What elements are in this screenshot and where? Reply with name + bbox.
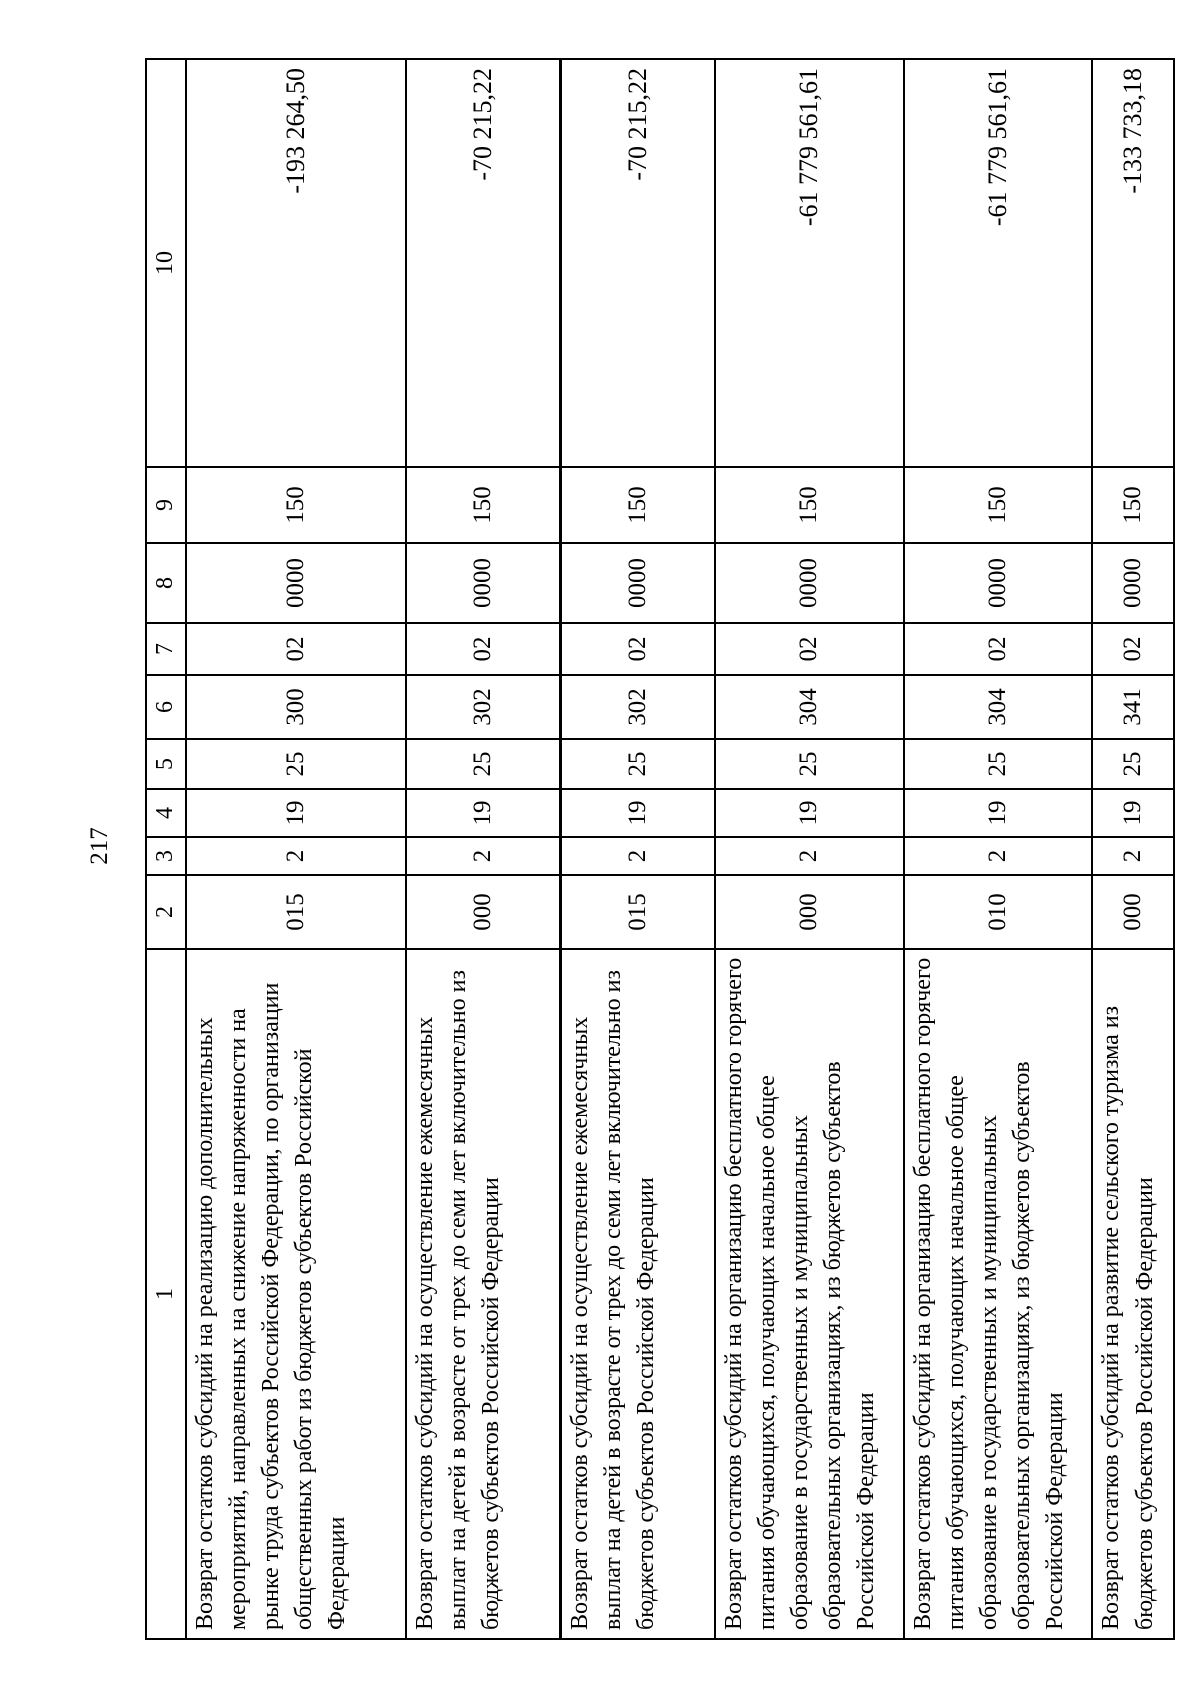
code-cell: 302 xyxy=(560,675,714,739)
code-cell: 25 xyxy=(715,739,904,789)
code-cell: 25 xyxy=(904,739,1093,789)
code-cell: 150 xyxy=(904,467,1093,543)
code-cell: 0000 xyxy=(560,543,714,623)
code-cell: 0000 xyxy=(406,543,560,623)
code-cell: 0000 xyxy=(904,543,1093,623)
code-cell: 000 xyxy=(715,875,904,949)
code-cell: 02 xyxy=(560,623,714,675)
rotated-table-wrapper xyxy=(145,60,1175,1640)
code-cell: 2 xyxy=(406,837,560,875)
code-cell: 150 xyxy=(715,467,904,543)
column-header: 10 xyxy=(146,59,186,467)
column-header: 5 xyxy=(146,739,186,789)
code-cell: 19 xyxy=(186,789,406,837)
row-description: Возврат остатков субсидий на организацию бесплатного горячего питания обучающихся, получающих начальное общее образование в государственных и муниципальных образовательных организациях, из бюджетов субъектов Российской Федерации xyxy=(715,949,904,1639)
code-cell: 02 xyxy=(1092,623,1174,675)
amount-cell: -70 215,22 xyxy=(560,59,714,467)
row-description: Возврат остатков субсидий на осуществление ежемесячных выплат на детей в возрасте от трех до семи лет включительно из бюджетов субъектов Российской Федерации xyxy=(406,949,560,1639)
code-cell: 25 xyxy=(560,739,714,789)
code-cell: 010 xyxy=(904,875,1093,949)
code-cell: 000 xyxy=(406,875,560,949)
row-description: Возврат остатков субсидий на организацию бесплатного горячего питания обучающихся, получающих начальное общее образование в государственных и муниципальных образовательных организациях, из бюджетов субъектов Российской Федерации xyxy=(904,949,1093,1639)
row-description: Возврат остатков субсидий на развитие сельского туризма из бюджетов субъектов Российской Федерации xyxy=(1092,949,1174,1639)
column-header: 7 xyxy=(146,623,186,675)
code-cell: 19 xyxy=(715,789,904,837)
row-description: Возврат остатков субсидий на осуществление ежемесячных выплат на детей в возрасте от трех до семи лет включительно из бюджетов субъектов Российской Федерации xyxy=(560,949,714,1639)
column-header: 2 xyxy=(146,875,186,949)
code-cell: 304 xyxy=(715,675,904,739)
code-cell: 2 xyxy=(1092,837,1174,875)
code-cell: 25 xyxy=(186,739,406,789)
code-cell: 02 xyxy=(406,623,560,675)
column-header: 6 xyxy=(146,675,186,739)
code-cell: 015 xyxy=(560,875,714,949)
code-cell: 19 xyxy=(560,789,714,837)
table-row xyxy=(904,59,1093,1639)
code-cell: 0000 xyxy=(715,543,904,623)
code-cell: 341 xyxy=(1092,675,1174,739)
table-row xyxy=(406,59,560,1639)
code-cell: 2 xyxy=(715,837,904,875)
amount-cell: -193 264,50 xyxy=(186,59,406,467)
amount-cell: -133 733,18 xyxy=(1092,59,1174,467)
code-cell: 02 xyxy=(904,623,1093,675)
row-description: Возврат остатков субсидий на реализацию дополнительных мероприятий, направленных на снижение напряженности на рынке труда субъектов Российской Федерации, по организации общественных работ из бюджетов субъектов Российской Федерации xyxy=(186,949,406,1639)
column-header: 9 xyxy=(146,467,186,543)
code-cell: 02 xyxy=(186,623,406,675)
table-row xyxy=(715,59,904,1639)
column-header: 1 xyxy=(146,949,186,1639)
page-number: 217 xyxy=(86,827,113,865)
header-row xyxy=(146,59,186,1639)
code-cell: 2 xyxy=(904,837,1093,875)
amount-cell: -70 215,22 xyxy=(406,59,560,467)
amount-cell: -61 779 561,61 xyxy=(715,59,904,467)
code-cell: 015 xyxy=(186,875,406,949)
amount-cell: -61 779 561,61 xyxy=(904,59,1093,467)
code-cell: 2 xyxy=(560,837,714,875)
column-header: 4 xyxy=(146,789,186,837)
code-cell: 25 xyxy=(406,739,560,789)
code-cell: 150 xyxy=(186,467,406,543)
code-cell: 300 xyxy=(186,675,406,739)
code-cell: 302 xyxy=(406,675,560,739)
code-cell: 0000 xyxy=(1092,543,1174,623)
code-cell: 150 xyxy=(560,467,714,543)
table-row xyxy=(1092,59,1174,1639)
table-row xyxy=(560,59,714,1639)
code-cell: 0000 xyxy=(186,543,406,623)
code-cell: 19 xyxy=(1092,789,1174,837)
budget-table xyxy=(145,58,1175,1640)
code-cell: 19 xyxy=(904,789,1093,837)
column-header: 8 xyxy=(146,543,186,623)
code-cell: 25 xyxy=(1092,739,1174,789)
code-cell: 2 xyxy=(186,837,406,875)
column-header: 3 xyxy=(146,837,186,875)
code-cell: 000 xyxy=(1092,875,1174,949)
code-cell: 19 xyxy=(406,789,560,837)
table-row xyxy=(186,59,406,1639)
code-cell: 150 xyxy=(1092,467,1174,543)
code-cell: 304 xyxy=(904,675,1093,739)
code-cell: 150 xyxy=(406,467,560,543)
code-cell: 02 xyxy=(715,623,904,675)
